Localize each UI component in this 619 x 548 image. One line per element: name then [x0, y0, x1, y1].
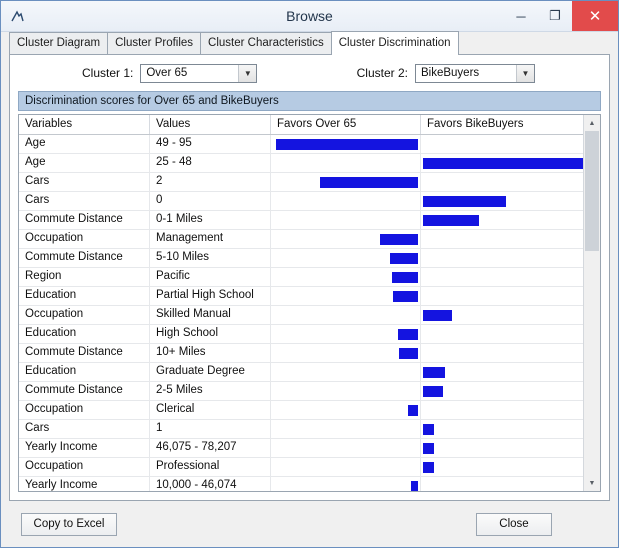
cell-bar-favors-right: [421, 135, 583, 153]
tab-cluster-discrimination[interactable]: Cluster Discrimination: [331, 31, 459, 55]
cell-bar-favors-left: [271, 287, 421, 305]
cell-bar-favors-left: [271, 458, 421, 476]
table-row[interactable]: [19, 401, 583, 420]
cluster1-label: Cluster 1:: [82, 66, 134, 80]
table-row[interactable]: [19, 268, 583, 287]
close-window-button[interactable]: ✕: [572, 1, 618, 31]
score-bar: [390, 253, 418, 264]
cell-bar-favors-right: [421, 382, 583, 400]
score-bar: [423, 310, 452, 321]
table-row[interactable]: [19, 287, 583, 306]
cell-bar-favors-left: [271, 249, 421, 267]
cell-bar-favors-right: [421, 401, 583, 419]
table-row[interactable]: [19, 306, 583, 325]
grid-header-row: [19, 115, 583, 135]
cell-value: 0: [150, 192, 271, 210]
cell-bar-favors-left: [271, 401, 421, 419]
copy-to-excel-button[interactable]: Copy to Excel: [21, 513, 117, 536]
cell-bar-favors-right: [421, 344, 583, 362]
cell-value: Professional: [150, 458, 271, 476]
score-bar: [423, 158, 583, 169]
window-title: Browse: [286, 8, 333, 24]
score-bar: [398, 329, 418, 340]
score-bar: [423, 424, 434, 435]
table-row[interactable]: [19, 477, 583, 491]
cell-variable: Occupation: [19, 458, 150, 476]
tab-cluster-profiles[interactable]: Cluster Profiles: [107, 32, 201, 54]
score-bar: [423, 462, 434, 473]
cell-variable: Occupation: [19, 230, 150, 248]
cell-value: 1: [150, 420, 271, 438]
score-bar: [423, 196, 506, 207]
score-bar: [408, 405, 418, 416]
cell-variable: Cars: [19, 420, 150, 438]
cell-bar-favors-right: [421, 420, 583, 438]
cluster2-label: Cluster 2:: [356, 66, 408, 80]
cell-value: 10,000 - 46,074: [150, 477, 271, 491]
cell-bar-favors-right: [421, 249, 583, 267]
minimize-button[interactable]: ─: [516, 8, 526, 24]
cell-value: Clerical: [150, 401, 271, 419]
cell-bar-favors-left: [271, 382, 421, 400]
cell-variable: Education: [19, 287, 150, 305]
title-bar: [1, 1, 618, 32]
cell-value: 10+ Miles: [150, 344, 271, 362]
cluster-selector-row: [10, 55, 609, 91]
discrimination-grid: [18, 114, 601, 492]
score-bar: [276, 139, 418, 150]
table-row[interactable]: [19, 173, 583, 192]
cell-value: 0-1 Miles: [150, 211, 271, 229]
cell-bar-favors-left: [271, 268, 421, 286]
grid-inner: [19, 115, 583, 491]
score-bar: [423, 443, 434, 454]
score-bar: [411, 481, 418, 491]
cluster1-group: [82, 64, 257, 83]
cell-value: Partial High School: [150, 287, 271, 305]
cluster-discrimination-panel: [9, 54, 610, 501]
cell-value: 25 - 48: [150, 154, 271, 172]
cluster2-value: BikeBuyers: [421, 67, 480, 79]
cell-value: 2-5 Miles: [150, 382, 271, 400]
table-row[interactable]: [19, 439, 583, 458]
cell-variable: Yearly Income: [19, 439, 150, 457]
cell-value: High School: [150, 325, 271, 343]
table-row[interactable]: [19, 363, 583, 382]
cell-variable: Commute Distance: [19, 344, 150, 362]
cell-value: 49 - 95: [150, 135, 271, 153]
cell-bar-favors-left: [271, 135, 421, 153]
scroll-down-icon[interactable]: ▼: [584, 475, 600, 491]
score-bar: [423, 367, 445, 378]
cell-variable: Occupation: [19, 401, 150, 419]
score-bar: [393, 291, 418, 302]
table-row[interactable]: [19, 154, 583, 173]
score-bar: [423, 215, 479, 226]
app-icon: [6, 5, 28, 27]
cell-bar-favors-left: [271, 154, 421, 172]
cell-bar-favors-left: [271, 344, 421, 362]
cell-bar-favors-right: [421, 439, 583, 457]
cluster1-value: Over 65: [146, 67, 188, 79]
cell-variable: Education: [19, 325, 150, 343]
table-row[interactable]: [19, 458, 583, 477]
chevron-down-icon[interactable]: ▼: [238, 65, 256, 82]
cell-bar-favors-left: [271, 173, 421, 191]
cell-bar-favors-left: [271, 477, 421, 491]
chevron-down-icon[interactable]: ▼: [516, 65, 534, 82]
cell-value: Management: [150, 230, 271, 248]
cell-bar-favors-left: [271, 363, 421, 381]
table-row[interactable]: [19, 192, 583, 211]
cell-variable: Commute Distance: [19, 249, 150, 267]
cell-bar-favors-right: [421, 477, 583, 491]
table-row[interactable]: [19, 382, 583, 401]
score-bar: [320, 177, 418, 188]
cell-bar-favors-right: [421, 154, 583, 172]
table-row[interactable]: [19, 344, 583, 363]
cell-variable: Age: [19, 135, 150, 153]
cluster2-group: [357, 64, 535, 83]
cell-bar-favors-right: [421, 287, 583, 305]
cell-bar-favors-right: [421, 325, 583, 343]
cell-variable: Commute Distance: [19, 211, 150, 229]
scroll-up-icon[interactable]: ▲: [584, 115, 600, 131]
table-row[interactable]: [19, 325, 583, 344]
column-header-favors-left[interactable]: Favors Over 65: [271, 115, 421, 134]
cell-bar-favors-left: [271, 230, 421, 248]
cell-bar-favors-right: [421, 363, 583, 381]
cell-bar-favors-right: [421, 458, 583, 476]
tab-strip: [1, 32, 618, 54]
cell-variable: Occupation: [19, 306, 150, 324]
score-bar: [380, 234, 418, 245]
dialog-footer: [1, 501, 618, 547]
cell-variable: Commute Distance: [19, 382, 150, 400]
column-header-variables[interactable]: Variables: [19, 115, 150, 134]
scrollbar-thumb[interactable]: [585, 131, 599, 251]
cell-bar-favors-right: [421, 173, 583, 191]
cell-value: Graduate Degree: [150, 363, 271, 381]
scrollbar-track[interactable]: [584, 131, 600, 475]
cell-bar-favors-left: [271, 192, 421, 210]
close-button[interactable]: Close: [476, 513, 552, 536]
table-row[interactable]: [19, 420, 583, 439]
table-row[interactable]: [19, 249, 583, 268]
cell-variable: Age: [19, 154, 150, 172]
cell-bar-favors-right: [421, 268, 583, 286]
window-controls: [504, 1, 618, 31]
cell-variable: Cars: [19, 173, 150, 191]
cell-bar-favors-right: [421, 211, 583, 229]
vertical-scrollbar[interactable]: [583, 115, 600, 491]
cell-value: Pacific: [150, 268, 271, 286]
cell-variable: Region: [19, 268, 150, 286]
cell-value: 5-10 Miles: [150, 249, 271, 267]
cell-bar-favors-left: [271, 420, 421, 438]
cell-variable: Yearly Income: [19, 477, 150, 491]
cell-value: 2: [150, 173, 271, 191]
column-header-favors-right[interactable]: Favors BikeBuyers: [427, 118, 524, 130]
score-bar: [399, 348, 418, 359]
tab-cluster-diagram[interactable]: Cluster Diagram: [9, 32, 108, 54]
score-bar: [392, 272, 418, 283]
table-row[interactable]: [19, 230, 583, 249]
cell-variable: Education: [19, 363, 150, 381]
cell-bar-favors-left: [271, 439, 421, 457]
table-row[interactable]: [19, 211, 583, 230]
cell-variable: Cars: [19, 192, 150, 210]
table-row[interactable]: [19, 135, 583, 154]
cluster1-dropdown[interactable]: [140, 64, 257, 83]
maximize-button[interactable]: ❐: [549, 8, 561, 23]
cell-bar-favors-right: [421, 192, 583, 210]
cluster2-dropdown[interactable]: [415, 64, 535, 83]
cell-value: Skilled Manual: [150, 306, 271, 324]
cell-bar-favors-right: [421, 230, 583, 248]
tab-cluster-characteristics[interactable]: Cluster Characteristics: [200, 32, 332, 54]
cell-bar-favors-left: [271, 211, 421, 229]
column-header-values[interactable]: Values: [150, 115, 271, 134]
cell-bar-favors-right: [421, 306, 583, 324]
cell-value: 46,075 - 78,207: [150, 439, 271, 457]
scores-header: Discrimination scores for Over 65 and BikeBuyers: [18, 91, 601, 111]
score-bar: [423, 386, 443, 397]
cell-bar-favors-left: [271, 325, 421, 343]
cell-bar-favors-left: [271, 306, 421, 324]
grid-body: [19, 135, 583, 491]
